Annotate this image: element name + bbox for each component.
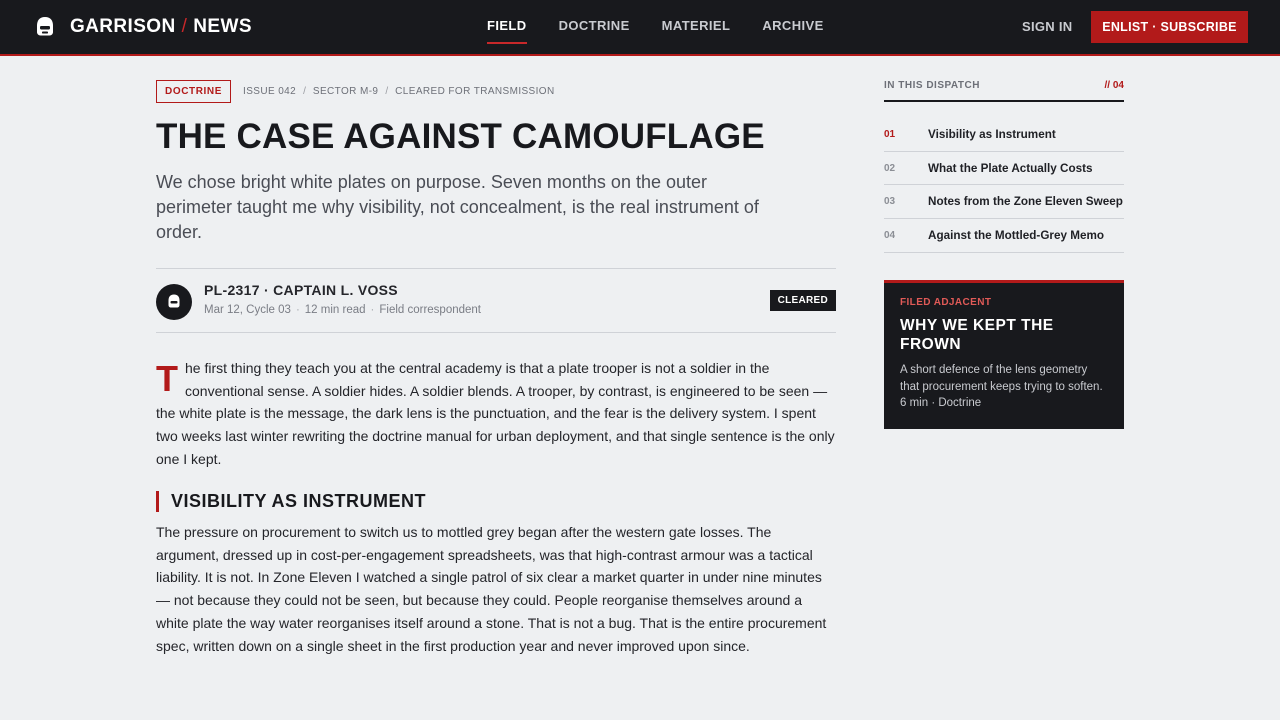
toc-title: What the Plate Actually Costs (928, 161, 1093, 175)
toc-title: Visibility as Instrument (928, 127, 1056, 141)
nav-item-archive[interactable]: ARCHIVE (762, 18, 824, 33)
toc-number: 02 (884, 162, 896, 174)
author-name[interactable]: PL-2317 · CAPTAIN L. VOSS (204, 282, 398, 298)
byline-meta: Mar 12, Cycle 03 · 12 min read · Field correspondent (204, 304, 482, 316)
breadcrumb-separator: / (385, 86, 389, 97)
helmet-icon (156, 284, 192, 320)
nav-item-materiel[interactable]: MATERIEL (661, 18, 731, 33)
breadcrumb-issue: ISSUE 042 (243, 86, 297, 97)
byline (156, 268, 836, 333)
article-paragraph: The pressure on procurement to switch us to mottled grey began after the western gate losses. The argument, dressed up in cost-per-engagement spreadsheets, was that high-contrast armour was a tactical liability. It is not. In Zone Eleven I watched a single patrol of six clear a market quarter in under nine minutes — not because they could not be seen, but because they could. People reorganise themselves around a white plate the way water reorganises itself around a stone. That is not a bug. That is the entire procurement spec, written down on a single sheet in the first production year and never improved upon since. (156, 524, 827, 654)
main-nav (487, 18, 856, 48)
subscribe-button[interactable]: ENLIST · SUBSCRIBE (1091, 11, 1248, 43)
article-dek: We chose bright white plates on purpose. Seven months on the outer perimeter taught me why visibility, not concealment, is the real instrument of order. (156, 172, 759, 242)
breadcrumb-sector: SECTOR M-9 (312, 86, 379, 97)
nav-item-field[interactable]: FIELD (487, 18, 527, 48)
drop-cap: T (156, 358, 178, 399)
publish-date: Mar 12, Cycle 03 (204, 304, 291, 316)
toc-number: 03 (884, 196, 896, 208)
helmet-icon (36, 16, 54, 38)
brand-name: GARRISON / NEWS (70, 16, 252, 37)
read-time: 12 min read (304, 304, 366, 316)
article-paragraph (156, 357, 836, 471)
breadcrumb-separator: / (303, 86, 306, 97)
author-avatar[interactable] (156, 284, 192, 320)
section-heading: VISIBILITY AS INSTRUMENT (156, 491, 426, 512)
article-meta (156, 80, 555, 103)
sign-in-link[interactable]: SIGN IN (1022, 19, 1073, 34)
toc-number: 04 (884, 229, 896, 241)
toc-item[interactable] (884, 152, 1124, 186)
status-badge: CLEARED (770, 290, 836, 311)
author-role: Field correspondent (379, 304, 482, 316)
related-article-card[interactable] (884, 280, 1124, 429)
brand-logo[interactable] (36, 16, 252, 38)
toc-item[interactable] (884, 118, 1124, 152)
article-title: THE CASE AGAINST CAMOUFLAGE (156, 117, 765, 156)
toc-number: 01 (884, 128, 896, 140)
related-kicker: FILED ADJACENT (900, 297, 992, 308)
toc-label: IN THIS DISPATCH (884, 80, 980, 91)
breadcrumb-clearance: CLEARED FOR TRANSMISSION (395, 86, 555, 97)
nav-item-doctrine[interactable]: DOCTRINE (558, 18, 630, 33)
toc-item[interactable] (884, 219, 1124, 253)
category-tag[interactable]: DOCTRINE (156, 80, 231, 103)
top-navbar (0, 0, 1280, 56)
paragraph-text: he first thing they teach you at the central academy is that a plate trooper is not a soldier in the conventional sense. A soldier hides. A soldier blends. A trooper, by contrast, is engineered to be seen — the white plate is the message, the dark lens is the punctuation, and the fear is the delivery system. I spent two weeks last winter rewriting the doctrine manual for urban deployment, and that single sentence is the only one I kept. (156, 360, 835, 467)
toc-item[interactable] (884, 185, 1124, 219)
related-description: A short defence of the lens geometry that procurement keeps trying to soften. 6 min · Doctrine (900, 364, 1103, 409)
related-title[interactable]: WHY WE KEPT THE FROWN (900, 317, 1054, 353)
toc-header (884, 80, 1124, 102)
toc-title: Against the Mottled-Grey Memo (928, 228, 1104, 242)
toc-title: Notes from the Zone Eleven Sweep (928, 195, 1123, 209)
table-of-contents (884, 118, 1124, 253)
toc-count: // 04 (1104, 80, 1124, 91)
